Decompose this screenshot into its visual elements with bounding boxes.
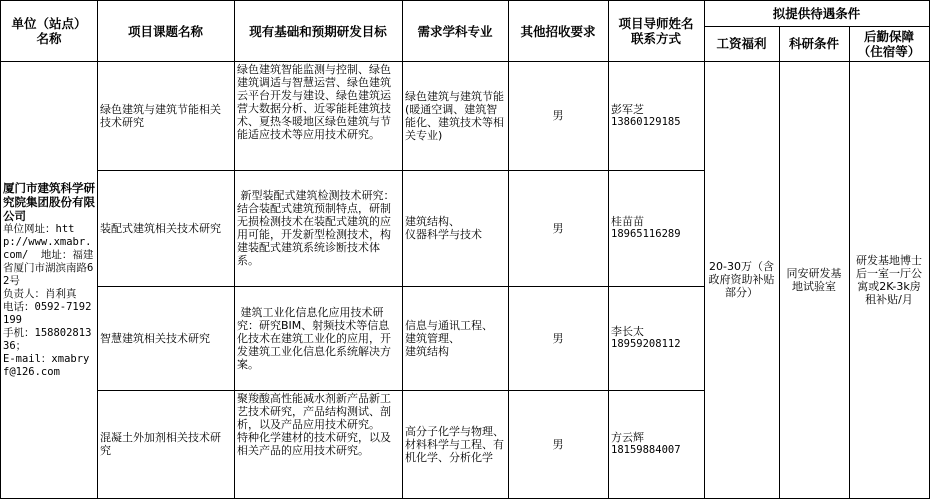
unit-details: 单位网址：http://www.xmabr.com/ 地址：福建省厦门市湖滨南路62号 负责人：肖利真 电话：0592-7192199 手机：15880281336； E-mail：xmabryf@126.com	[3, 222, 94, 378]
row1-basis: 绿色建筑智能监测与控制、绿色建筑调适与智慧运营、绿色建筑云平台开发与建设、绿色建筑运营大数据分析、近零能耗建筑技术、夏热冬暖地区绿色建筑与节能适应技术等应用技术研究。	[237, 63, 391, 141]
header-research: 科研条件	[788, 36, 839, 51]
header-mentor: 项目导师姓名 联系方式	[618, 16, 694, 46]
row4-mentor	[608, 390, 704, 498]
project-text: 装配式建筑相关技术研究	[100, 221, 221, 235]
row3-other: 男	[552, 331, 564, 345]
mentor-phone: 13860129185	[611, 115, 681, 128]
header-discipline: 需求学科专业	[417, 23, 493, 39]
row1-discipline	[402, 61, 508, 170]
basis-text: 新型装配式建筑检测技术研究：结合装配式建筑预制特点，研制无损检测技术在装配式建筑的应用可能，开发新型检测技术，构建装配式建筑系统诊断技术体系。	[237, 189, 395, 267]
mentor-phone: 18965116289	[611, 228, 681, 240]
discipline-text: 信息与通讯工程、 建筑管理、 建筑结构	[405, 318, 493, 358]
discipline-text: 建筑结构、 仪器科学与技术	[405, 215, 482, 241]
row4-discipline	[402, 390, 508, 498]
project-text: 混凝土外加剂相关技术研究	[100, 431, 221, 457]
row2-discipline	[402, 170, 508, 286]
row2-other: 男	[552, 221, 564, 235]
header-logistics: 后勤保障 （住宿等）	[857, 28, 921, 59]
row3-discipline	[402, 286, 508, 390]
row2-project	[97, 170, 234, 286]
header-unit: 单位（站点） 名称	[11, 16, 87, 46]
mentor-name: 方云辉	[611, 431, 644, 444]
project-text: 智慧建筑相关技术研究	[100, 331, 210, 345]
mentor-phone: 18959208112	[611, 338, 681, 350]
benefit-logistics: 研发基地博士后一室一厅公寓或2K-3k房租补贴/月	[856, 253, 922, 306]
basis-text: 建筑工业化信息化应用技术研究：研究BIM、射频技术等信息化技术在建筑工业化的应用，开发建筑工业化信息化系统解决方案。	[237, 305, 391, 371]
row3-basis	[234, 286, 402, 390]
row1-mentor	[608, 61, 704, 170]
row1-project	[97, 61, 234, 170]
discipline-text: 高分子化学与物理、材料科学与工程、有机化学、分析化学	[405, 424, 504, 464]
header-project: 项目课题名称	[127, 23, 203, 39]
row4-other: 男	[552, 437, 564, 451]
row2-mentor	[608, 170, 704, 286]
header-benefits-group: 拟提供待遇条件	[772, 6, 861, 21]
discipline-text: 绿色建筑与建筑节能(暖通空调、建筑智能化、建筑技术等相关专业)	[405, 89, 504, 142]
benefit-research: 同安研发基地试验室	[786, 266, 842, 293]
row4-basis: 聚羧酸高性能减水剂新产品新工艺技术研究，产品结构测试、剖析，以及产品应用技术研究。 特种化学建材的技术研究，以及相关产品的应用技术研究。	[237, 392, 391, 457]
header-basis: 现有基础和预期研发目标	[249, 23, 387, 39]
unit-cell	[1, 61, 97, 498]
unit-name: 厦门市建筑科学研究院集团股份有限公司	[3, 180, 95, 223]
mentor-name: 桂苗苗	[611, 215, 644, 228]
mentor-name: 李长太	[611, 325, 644, 338]
mentor-phone: 18159884007	[611, 444, 681, 456]
row1-other: 男	[552, 109, 564, 122]
row3-project	[97, 286, 234, 390]
header-other: 其他招收要求	[520, 23, 596, 39]
benefit-salary: 20-30万（含政府资助补贴部分）	[708, 260, 775, 299]
row4-project	[97, 390, 234, 498]
mentor-name: 彭军芝	[611, 102, 644, 116]
row3-mentor	[608, 286, 704, 390]
project-text: 绿色建筑与建筑节能相关技术研究	[100, 102, 221, 129]
header-salary: 工资福利	[716, 36, 767, 51]
row2-basis	[234, 170, 402, 286]
